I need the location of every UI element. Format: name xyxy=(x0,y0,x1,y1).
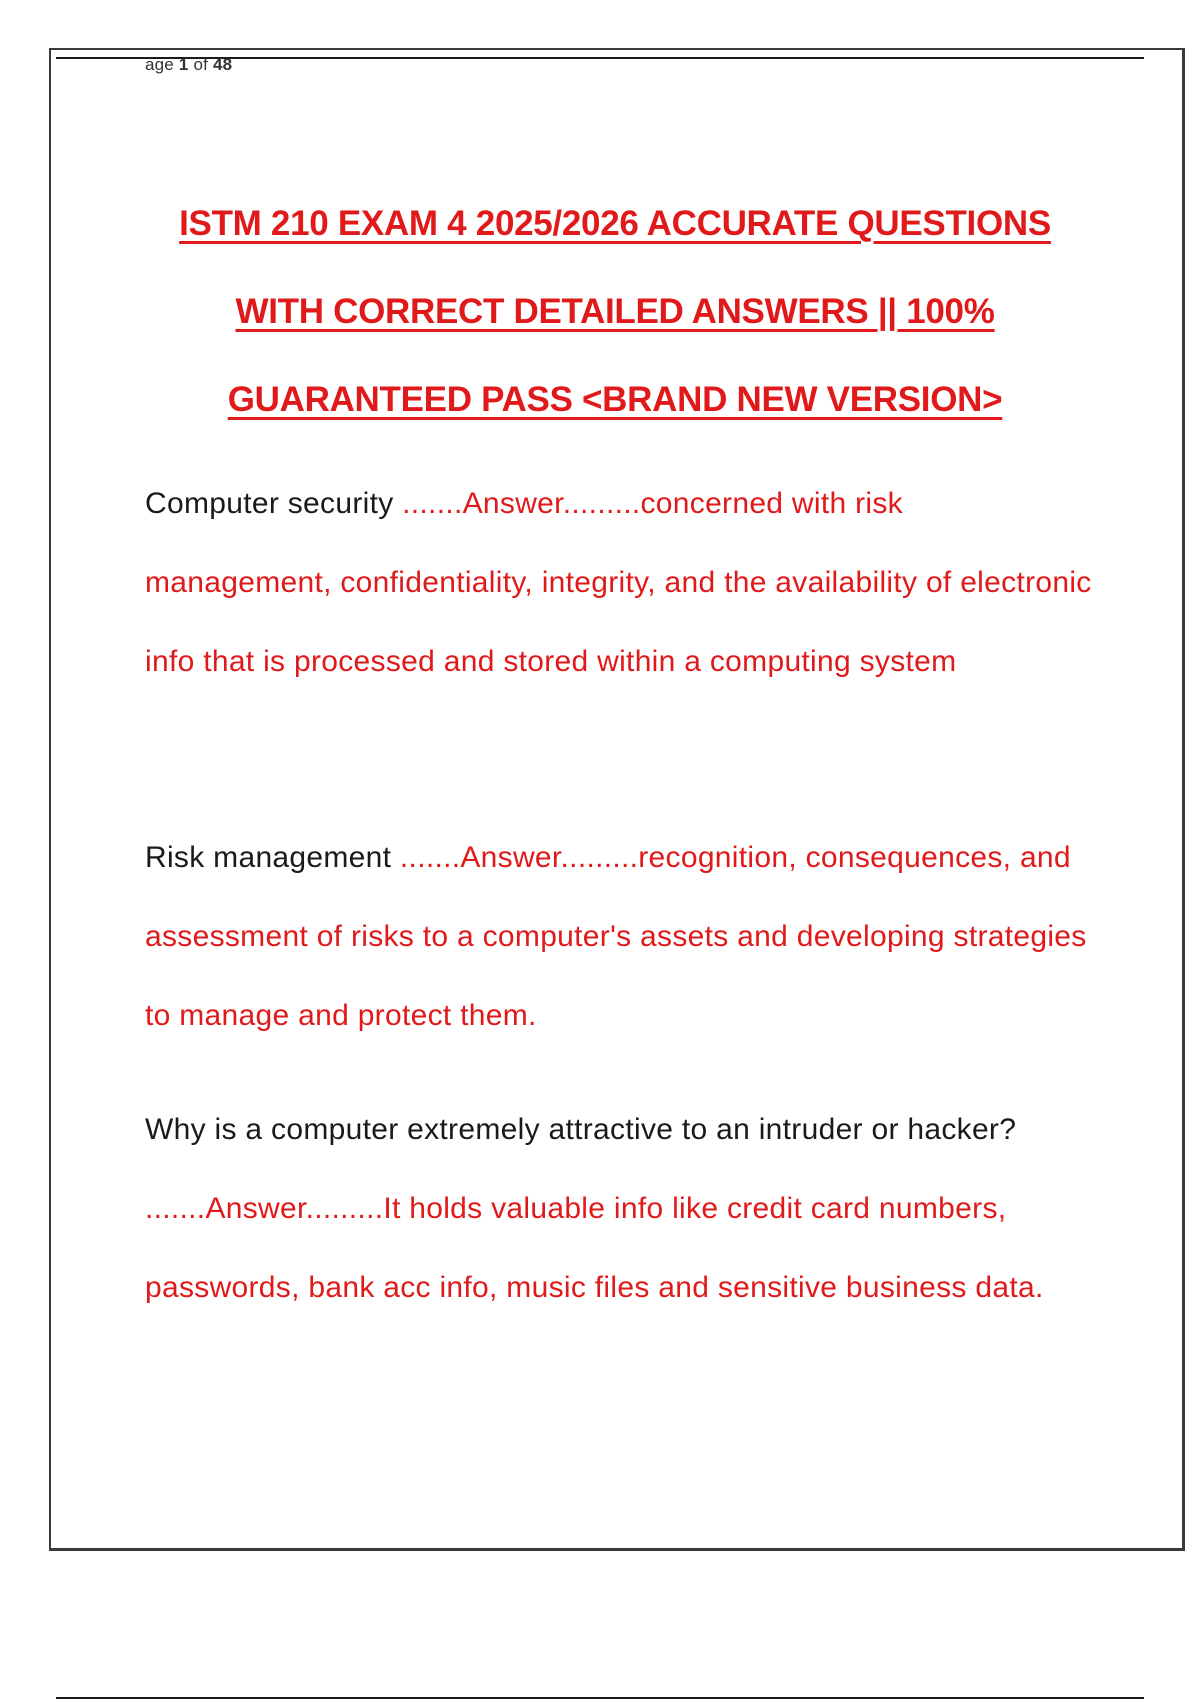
question-text: Computer security xyxy=(145,487,403,520)
page-current: 1 xyxy=(178,55,189,74)
qa-item xyxy=(145,818,1095,1055)
answer-text: .......Answer.........It holds valuable info like credit card numbers, passwords, bank acc info, music files and sensitive business data. xyxy=(145,1192,1044,1304)
qa-item xyxy=(145,464,1095,701)
qa-item xyxy=(145,1090,1095,1327)
question-text: Risk management xyxy=(145,841,400,874)
page-total: 48 xyxy=(212,55,233,74)
page-counter xyxy=(145,55,232,75)
footer-rule xyxy=(56,1697,1144,1699)
answer-text: .......Answer.........recognition, consequences, and assessment of risks to a computer's assets and developing strategies to manage and protect them. xyxy=(145,841,1087,1032)
title-line-1: ISTM 210 EXAM 4 2025/2026 ACCURATE QUESTIONS xyxy=(179,204,1051,243)
answer-text: .......Answer.........concerned with risk management, confidentiality, integrity, and the availability of electronic info that is processed and stored within a computing system xyxy=(145,487,1092,678)
page-prefix: age xyxy=(145,55,179,74)
title-line-2: WITH CORRECT DETAILED ANSWERS || 100% xyxy=(235,292,995,331)
document-title xyxy=(100,180,1130,444)
page-of: of xyxy=(188,55,213,74)
title-line-3: GUARANTEED PASS <BRAND NEW VERSION> xyxy=(227,380,1003,419)
question-text: Why is a computer extremely attractive to an intruder or hacker? xyxy=(145,1113,1017,1146)
